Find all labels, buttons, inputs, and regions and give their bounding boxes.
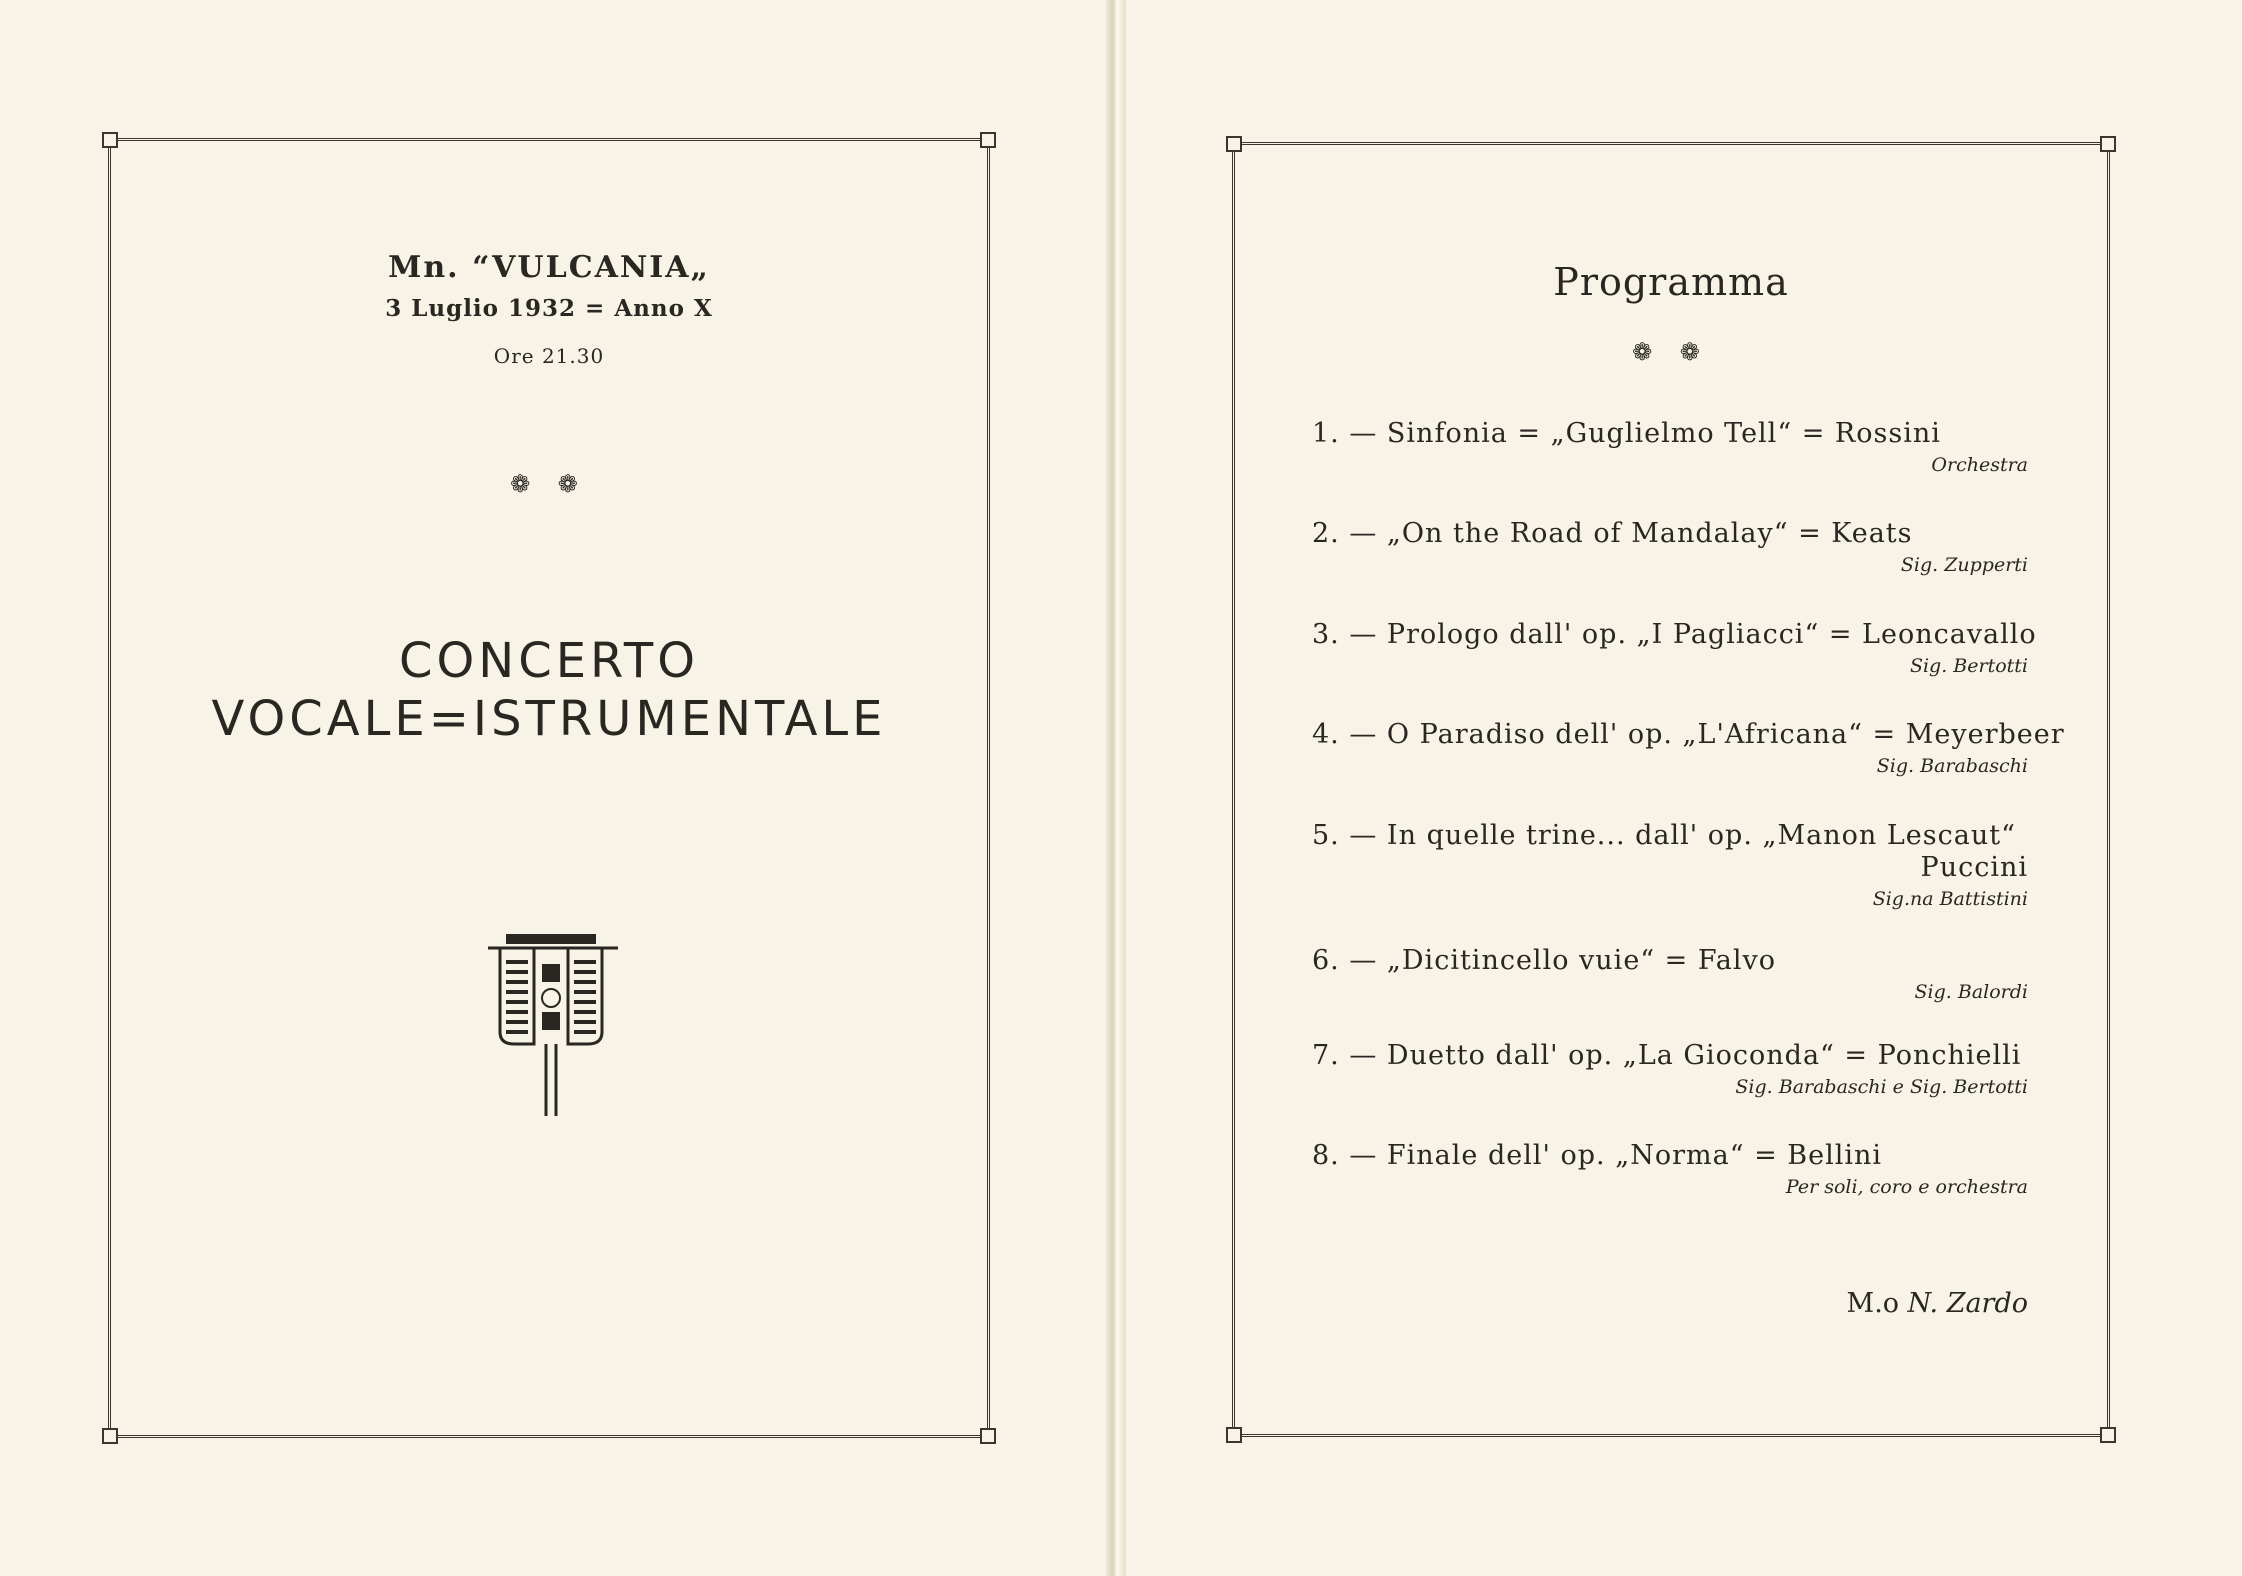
rosette-ornament: ❁ ❁ xyxy=(510,470,588,498)
corner-ornament xyxy=(102,132,118,148)
corner-ornament xyxy=(1226,136,1242,152)
program-item-performer: Sig. Barabaschi xyxy=(1876,755,2028,777)
conductor-title: M.o xyxy=(1846,1288,1900,1319)
program-item xyxy=(1312,418,2028,478)
cover-border xyxy=(108,138,990,1438)
program-item-title: 2. — „On the Road of Mandalay“ = Keats xyxy=(1312,518,1913,549)
concert-time: Ore 21.30 xyxy=(493,344,605,368)
concert-date: 3 Luglio 1932 = Anno X xyxy=(385,295,713,322)
program-item-performer: Sig. Balordi xyxy=(1914,981,2028,1003)
rosette-ornament: ❁ ❁ xyxy=(1632,338,1710,366)
program-item xyxy=(1312,518,2028,578)
ship-name: Mn. “VULCANIA„ xyxy=(388,250,710,285)
program-item-performer: Per soli, coro e orchestra xyxy=(1785,1176,2028,1198)
program-item-title: 3. — Prologo dall' op. „I Pagliacci“ = Leoncavallo xyxy=(1312,619,2037,650)
corner-ornament xyxy=(2100,136,2116,152)
program-item xyxy=(1312,1140,2028,1200)
corner-ornament xyxy=(980,1428,996,1444)
program-border xyxy=(1232,142,2110,1437)
program-item-title: 7. — Duetto dall' op. „La Gioconda“ = Ponchielli xyxy=(1312,1040,2022,1071)
program-item-title: 5. — In quelle trine... dall' op. „Manon Lescaut“ xyxy=(1312,820,2016,851)
program-item-performer: Sig. Bertotti xyxy=(1909,655,2028,677)
program-item-performer: Sig. Barabaschi e Sig. Bertotti xyxy=(1735,1076,2028,1098)
program-item xyxy=(1312,619,2037,679)
corner-ornament xyxy=(102,1428,118,1444)
corner-ornament xyxy=(1226,1427,1242,1443)
program-item-title: 1. — Sinfonia = „Guglielmo Tell“ = Rossini xyxy=(1312,418,1941,449)
page-fold xyxy=(1106,0,1126,1576)
program-item-title: 4. — O Paradiso dell' op. „L'Africana“ = Meyerbeer xyxy=(1312,719,2065,750)
conductor-name: N. Zardo xyxy=(1907,1288,2028,1319)
program-item-performer: Sig. Zupperti xyxy=(1900,554,2028,576)
shipping-line-emblem xyxy=(470,920,630,1120)
program-item xyxy=(1312,719,2065,779)
program-item-performer: Orchestra xyxy=(1931,454,2028,476)
program-heading: Programma xyxy=(1553,260,1789,304)
concert-title-line2: VOCALE=ISTRUMENTALE xyxy=(211,691,887,747)
conductor-signature xyxy=(1600,1288,2028,1319)
program-item xyxy=(1312,945,2028,1005)
program-item-performer: Sig.na Battistini xyxy=(1872,888,2028,910)
program-item-composer: Puccini xyxy=(1920,852,2028,883)
corner-ornament xyxy=(2100,1427,2116,1443)
program-item-title: 6. — „Dicitincello vuie“ = Falvo xyxy=(1312,945,1777,976)
corner-ornament xyxy=(980,132,996,148)
program-item xyxy=(1312,1040,2028,1100)
program-item xyxy=(1312,820,2028,912)
concert-title-line1: CONCERTO xyxy=(398,633,699,689)
program-item-title: 8. — Finale dell' op. „Norma“ = Bellini xyxy=(1312,1140,1883,1171)
